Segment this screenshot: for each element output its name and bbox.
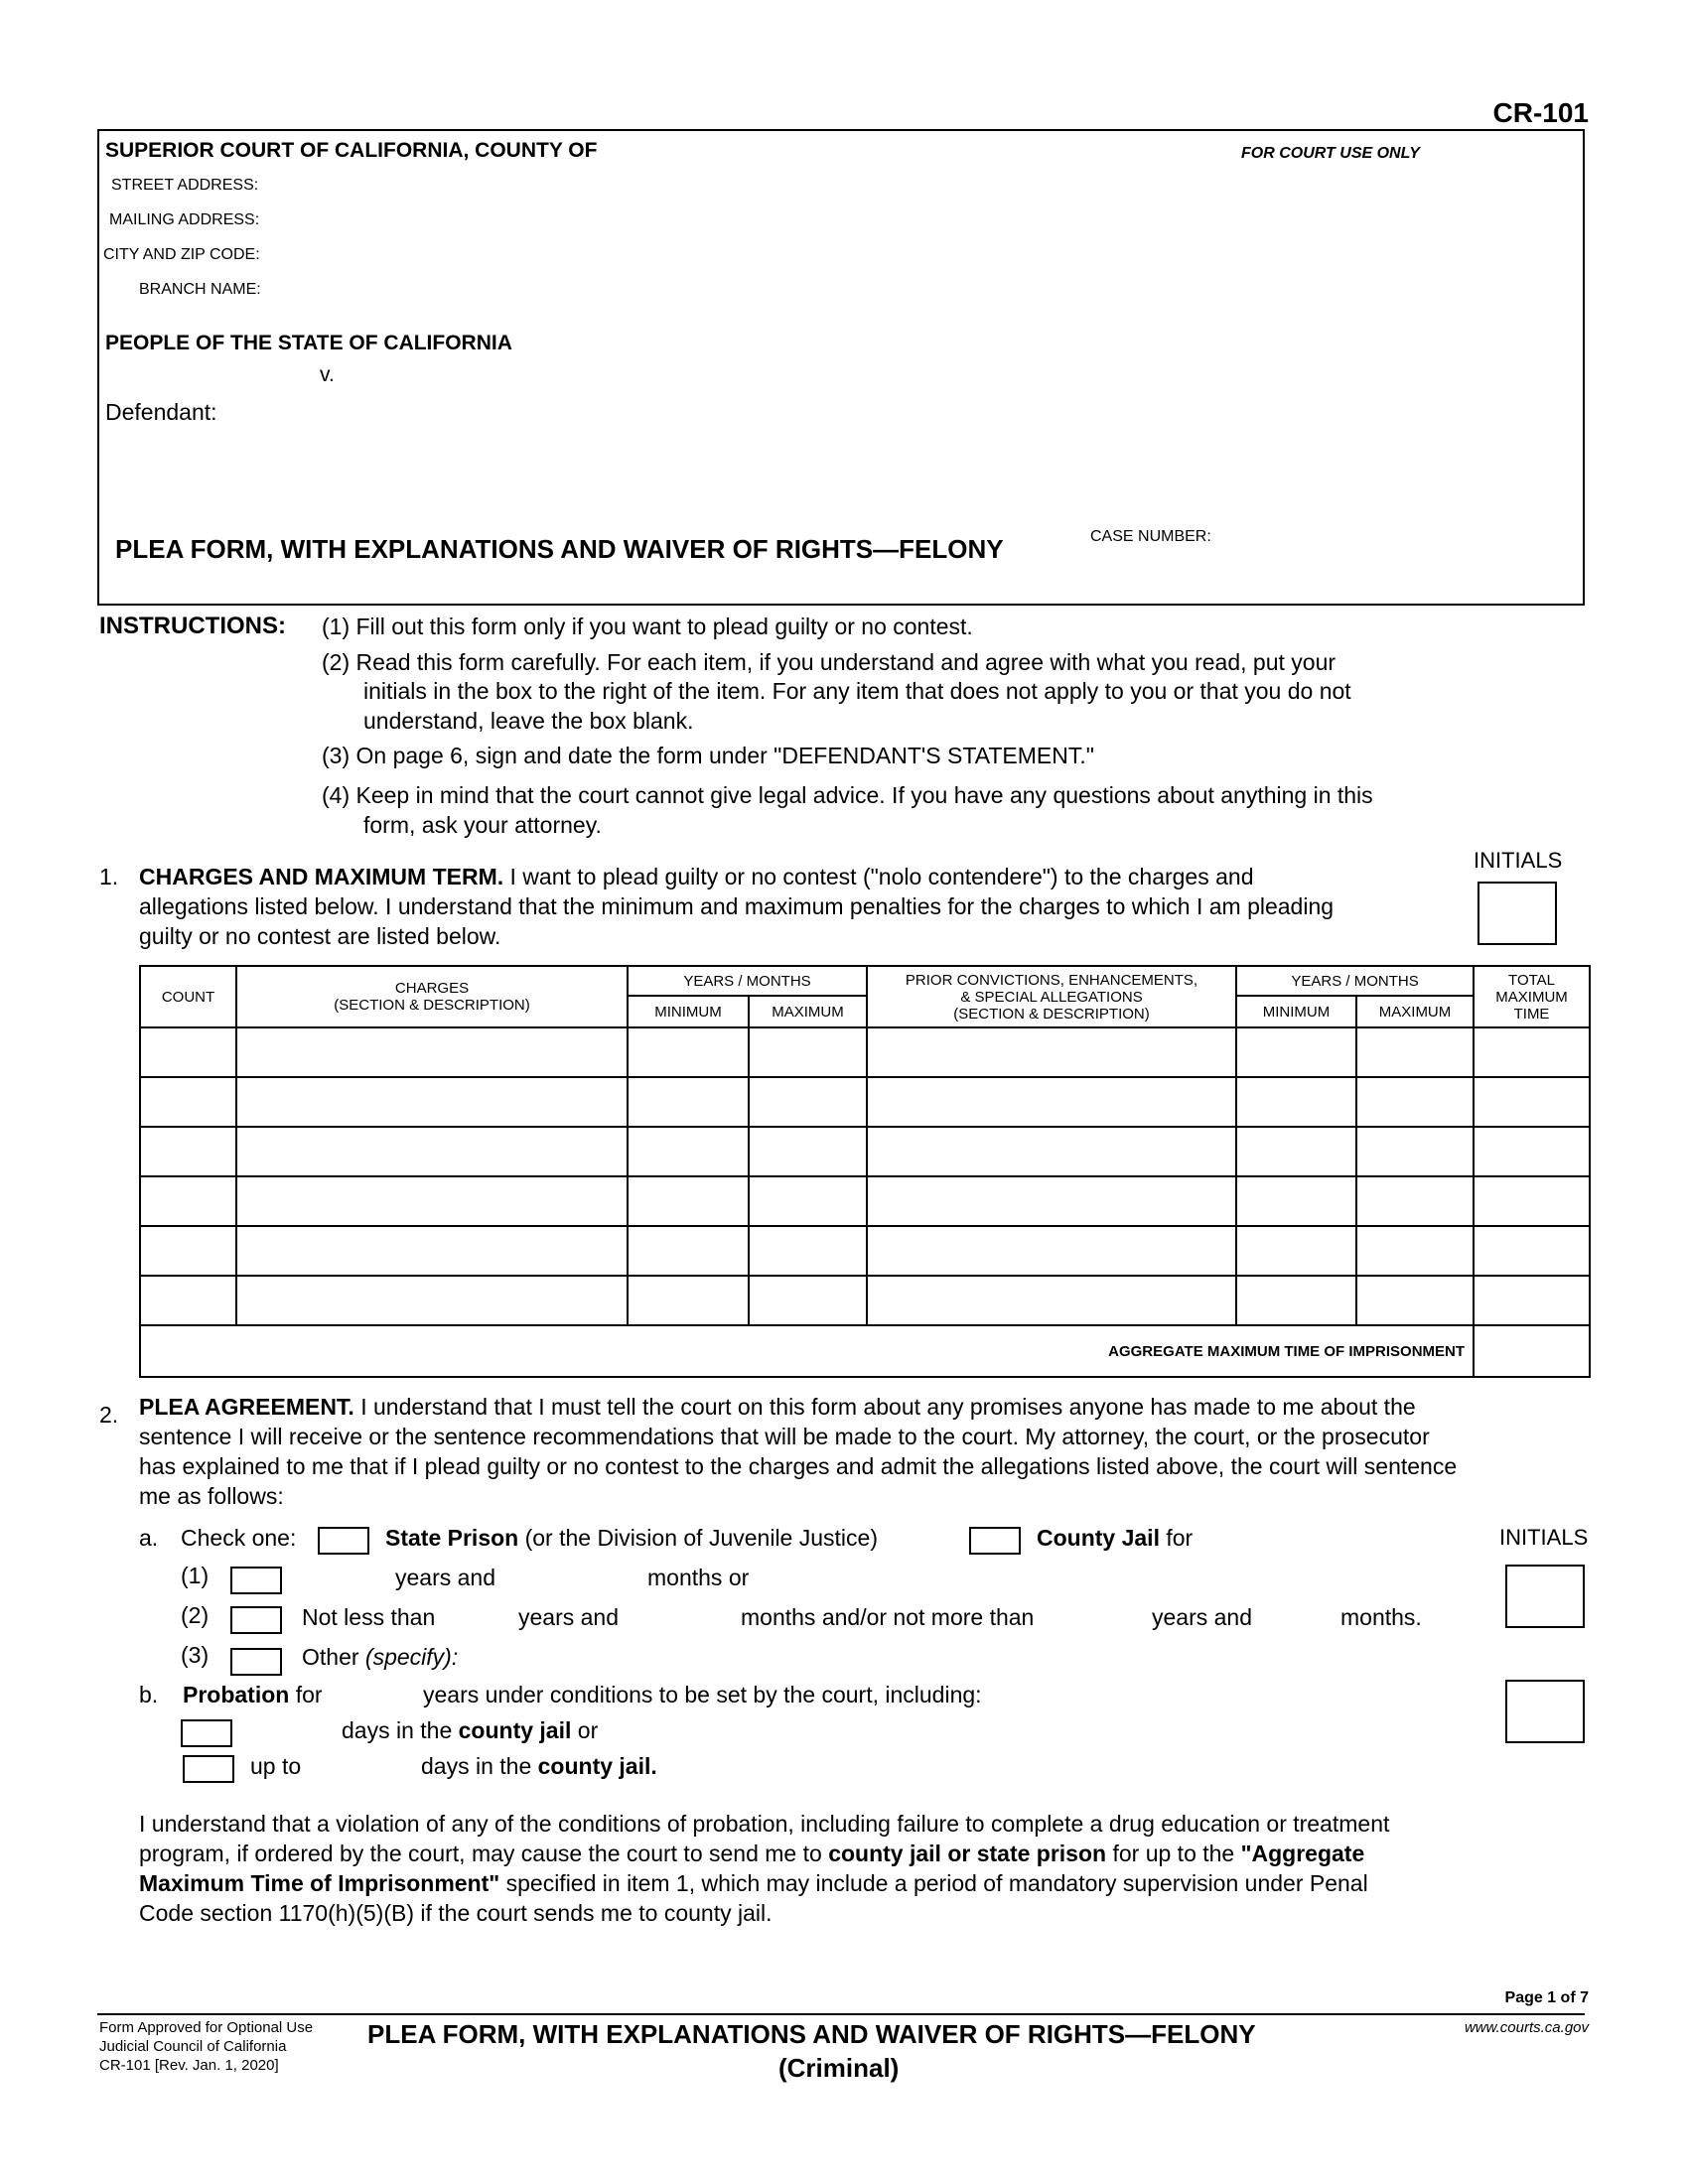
item-2-line-4: me as follows: <box>139 1483 284 1509</box>
branch-name-label: BRANCH NAME: <box>139 281 261 298</box>
instruction-2b: initials in the box to the right of the item. For any item that does not apply to you or that you do not <box>363 678 1351 704</box>
item-2a-label: a. <box>139 1525 159 1551</box>
table-row[interactable] <box>140 1127 1590 1176</box>
up-to-days-in-the: days in the <box>421 1753 538 1779</box>
header-years-months-1: YEARS / MONTHS <box>628 966 867 996</box>
option-1-years-and: years and <box>395 1565 496 1590</box>
specify-label: (specify): <box>358 1644 459 1670</box>
footer-rule <box>97 2013 1585 2015</box>
defendant-label: Defendant: <box>105 399 217 425</box>
case-number-label: CASE NUMBER: <box>1090 528 1211 545</box>
header-total: TOTAL MAXIMUM TIME <box>1474 966 1590 1027</box>
header-maximum-2: MAXIMUM <box>1356 996 1474 1027</box>
state-prison-checkbox[interactable] <box>318 1527 369 1555</box>
state-prison-label: State Prison <box>385 1525 519 1551</box>
option-2-checkbox[interactable] <box>230 1606 282 1634</box>
table-row[interactable] <box>140 1276 1590 1325</box>
other-label: Other <box>302 1644 359 1670</box>
item-2-heading: PLEA AGREEMENT. <box>139 1394 354 1420</box>
footer-subtitle: (Criminal) <box>778 2053 900 2083</box>
item-1-text-1: I want to plead guilty or no contest ("nolo contendere") to the charges and <box>503 864 1254 889</box>
header-years-months-2: YEARS / MONTHS <box>1236 966 1474 996</box>
initials-label-1: INITIALS <box>1474 848 1563 873</box>
form-title: PLEA FORM, WITH EXPLANATIONS AND WAIVER OF RIGHTS—FELONY <box>115 534 1004 564</box>
item-1-heading: CHARGES AND MAXIMUM TERM. <box>139 864 504 889</box>
option-1-label: (1) <box>181 1563 210 1588</box>
option-2-label: (2) <box>181 1602 210 1628</box>
footer-approved-3: CR-101 [Rev. Jan. 1, 2020] <box>99 2057 279 2074</box>
probation-for: for <box>289 1682 323 1707</box>
check-one-label: Check one: <box>181 1525 297 1551</box>
days-county-jail-text <box>342 1715 598 1745</box>
instruction-3: (3) On page 6, sign and date the form under "DEFENDANT'S STATEMENT." <box>322 743 1094 768</box>
probation-para-3: Maximum Time of Imprisonment" specified in item 1, which may include a period of mandatory supervision under Penal <box>139 1870 1368 1896</box>
footer-approved-1: Form Approved for Optional Use <box>99 2019 314 2036</box>
county-jail-end-label: county jail. <box>537 1753 657 1779</box>
item-1-number: 1. <box>99 864 119 889</box>
court-use-label: FOR COURT USE ONLY <box>1241 145 1420 162</box>
days-in-the-label: days in the <box>342 1717 459 1743</box>
county-jail-for: for <box>1159 1525 1194 1551</box>
instruction-2a: (2) Read this form carefully. For each item, if you understand and agree with what you read, put your <box>322 649 1336 675</box>
people-label: PEOPLE OF THE STATE OF CALIFORNIA <box>105 332 512 354</box>
djj-label: (or the Division of Juvenile Justice) <box>518 1525 878 1551</box>
instruction-4a: (4) Keep in mind that the court cannot give legal advice. If you have any questions about anything in this <box>322 782 1373 808</box>
aggregate-value-cell[interactable] <box>1474 1325 1590 1377</box>
item-1-line-3: guilty or no contest are listed below. <box>139 923 501 949</box>
probation-para-4: Code section 1170(h)(5)(B) if the court sends me to county jail. <box>139 1900 773 1926</box>
option-1-checkbox[interactable] <box>230 1567 282 1594</box>
county-jail-option <box>1037 1523 1193 1553</box>
initials-box-1[interactable] <box>1477 882 1557 945</box>
option-1-months-or: months or <box>647 1565 750 1590</box>
instructions-label: INSTRUCTIONS: <box>99 613 286 639</box>
item-2b-label: b. <box>139 1682 159 1707</box>
state-prison-option <box>385 1523 878 1553</box>
item-2-number: 2. <box>99 1402 119 1428</box>
not-less-than-label: Not less than <box>302 1604 436 1630</box>
item-2-text-1: I understand that I must tell the court on this form about any promises anyone has made to me about the <box>353 1394 1416 1420</box>
probation-option <box>183 1680 323 1709</box>
probation-para-1: I understand that a violation of any of the conditions of probation, including failure to complete a drug education or treatment <box>139 1811 1390 1837</box>
court-use-box <box>1086 129 1585 528</box>
versus-label: v. <box>320 363 335 386</box>
option-2-years-and-2: years and <box>1152 1604 1253 1630</box>
table-row[interactable] <box>140 1176 1590 1226</box>
header-maximum-1: MAXIMUM <box>749 996 867 1027</box>
or-label: or <box>571 1717 599 1743</box>
header-charges: CHARGES (SECTION & DESCRIPTION) <box>236 966 628 1027</box>
initials-label-2: INITIALS <box>1499 1525 1589 1550</box>
footer-url[interactable]: www.courts.ca.gov <box>1464 2019 1589 2036</box>
initials-box-2b[interactable] <box>1505 1680 1585 1743</box>
probation-rest: years under conditions to be set by the court, including: <box>423 1682 982 1707</box>
table-row[interactable] <box>140 1027 1590 1077</box>
county-jail-lc-label: county jail <box>458 1717 572 1743</box>
up-to-checkbox[interactable] <box>183 1755 234 1783</box>
up-to-days-text <box>421 1751 657 1781</box>
footer-title: PLEA FORM, WITH EXPLANATIONS AND WAIVER OF RIGHTS—FELONY <box>367 2019 1256 2049</box>
initials-box-2a[interactable] <box>1505 1565 1585 1628</box>
footer-approved-2: Judicial Council of California <box>99 2038 287 2055</box>
form-id: CR-101 <box>1492 97 1589 128</box>
months-andor-label: months and/or not more than <box>741 1604 1035 1630</box>
item-1-line-1 <box>139 862 1254 891</box>
instruction-2c: understand, leave the box blank. <box>363 708 694 734</box>
county-jail-label: County Jail <box>1037 1525 1160 1551</box>
page-number: Page 1 of 7 <box>1504 1989 1589 2006</box>
table-row[interactable] <box>140 1226 1590 1276</box>
probation-label: Probation <box>183 1682 290 1707</box>
item-1-line-2: allegations listed below. I understand that the minimum and maximum penalties for the charges to which I am pleading <box>139 893 1335 919</box>
charges-table <box>139 965 1591 1378</box>
item-2-line-1 <box>139 1392 1416 1422</box>
aggregate-label: AGGREGATE MAXIMUM TIME OF IMPRISONMENT <box>140 1325 1474 1377</box>
header-minimum-2: MINIMUM <box>1236 996 1356 1027</box>
instruction-4b: form, ask your attorney. <box>363 812 602 838</box>
item-2-line-3: has explained to me that if I plead guilty or no contest to the charges and admit the allegations listed above, the court will sentence <box>139 1453 1458 1479</box>
street-address-label: STREET ADDRESS: <box>111 177 259 194</box>
city-zip-label: CITY AND ZIP CODE: <box>103 246 260 263</box>
header-prior: PRIOR CONVICTIONS, ENHANCEMENTS, & SPECIAL ALLEGATIONS (SECTION & DESCRIPTION) <box>867 966 1236 1027</box>
item-2-line-2: sentence I will receive or the sentence recommendations that will be made to the court. My attorney, the court, or the prosecutor <box>139 1424 1430 1449</box>
probation-para-2: program, if ordered by the court, may cause the court to send me to county jail or state prison for up to the "Aggregate <box>139 1841 1365 1866</box>
days-county-jail-checkbox[interactable] <box>181 1719 232 1747</box>
months-end-label: months. <box>1340 1604 1422 1630</box>
header-count: COUNT <box>140 966 236 1027</box>
table-header-row-1 <box>140 966 1590 996</box>
court-title: SUPERIOR COURT OF CALIFORNIA, COUNTY OF <box>105 139 598 162</box>
up-to-label: up to <box>250 1753 302 1779</box>
table-row[interactable] <box>140 1077 1590 1127</box>
header-minimum-1: MINIMUM <box>628 996 749 1027</box>
instruction-1: (1) Fill out this form only if you want to plead guilty or no contest. <box>322 614 973 639</box>
option-3-checkbox[interactable] <box>230 1648 282 1676</box>
option-2-years-and-1: years and <box>518 1604 620 1630</box>
aggregate-row <box>140 1325 1590 1377</box>
option-3-label: (3) <box>181 1642 210 1668</box>
other-option <box>302 1642 458 1672</box>
county-jail-checkbox[interactable] <box>969 1527 1021 1555</box>
mailing-address-label: MAILING ADDRESS: <box>109 211 260 228</box>
